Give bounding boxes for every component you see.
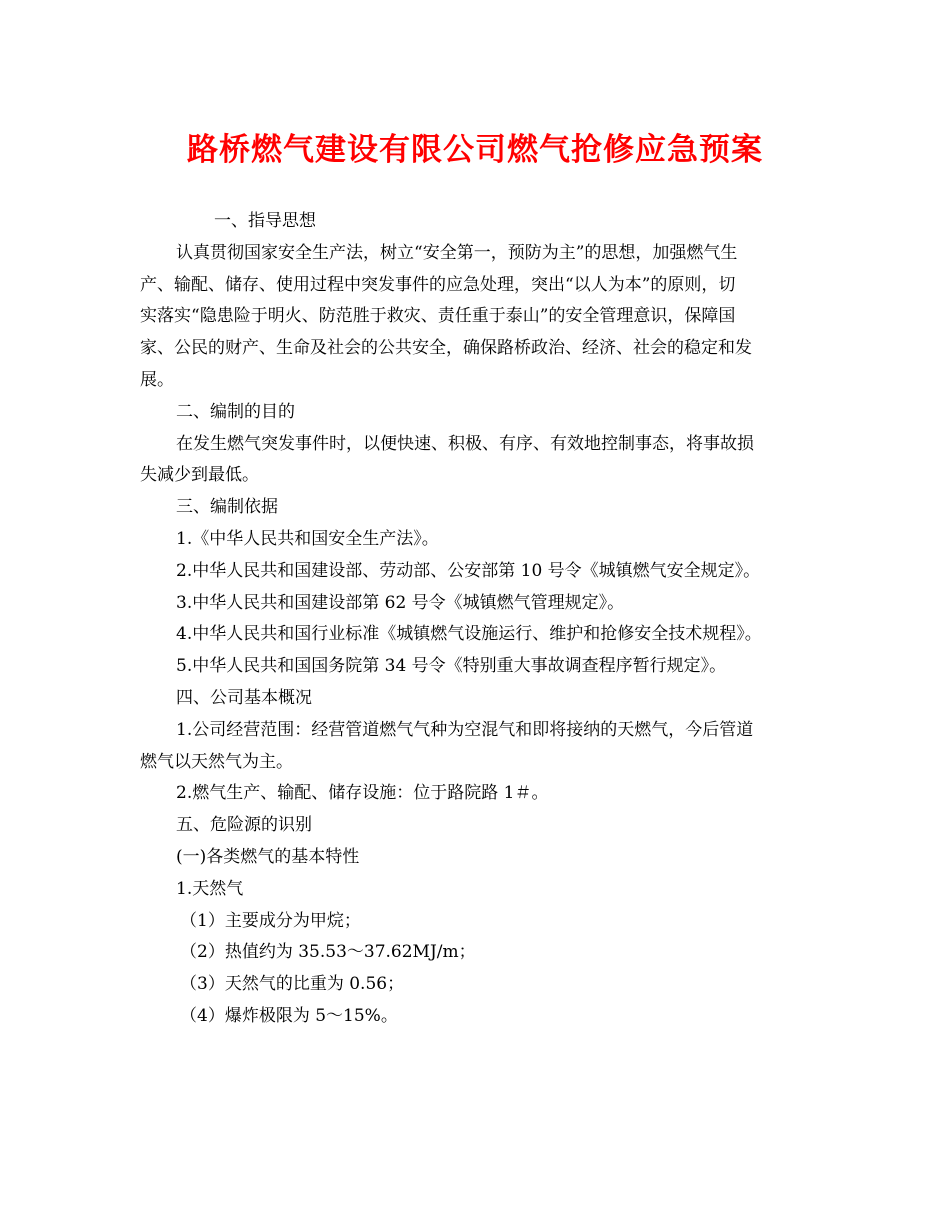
document-line: 一、指导思想 bbox=[214, 211, 316, 231]
document-line: (一)各类燃气的基本特性 bbox=[176, 846, 360, 867]
document-line: 4.中华人民共和国行业标准《城镇燃气设施运行、维护和抢修安全技术规程》。 bbox=[176, 624, 762, 645]
document-line: 实落实“隐患险于明火、防范胜于救灾、责任重于泰山”的安全管理意识，保障国 bbox=[140, 306, 736, 327]
document-line: 家、公民的财产、生命及社会的公共安全，确保路桥政治、经济、社会的稳定和发 bbox=[140, 338, 752, 359]
document-line: （1）主要成分为甲烷； bbox=[180, 910, 361, 931]
document-line: 2.中华人民共和国建设部、劳动部、公安部第 10 号令《城镇燃气安全规定》。 bbox=[176, 560, 761, 581]
document-line: 3.中华人民共和国建设部第 62 号令《城镇燃气管理规定》。 bbox=[176, 592, 625, 613]
document-line: 1.《中华人民共和国安全生产法》。 bbox=[176, 528, 439, 549]
document-line: 2.燃气生产、输配、储存设施：位于路院路 1＃。 bbox=[176, 783, 549, 804]
document-line: 展。 bbox=[140, 369, 174, 390]
document-line: （2）热值约为 35.53～37.62MJ/m； bbox=[180, 942, 476, 963]
document-line: 认真贯彻国家安全生产法，树立“安全第一，预防为主”的思想，加强燃气生 bbox=[176, 242, 738, 263]
document-line: 1.公司经营范围：经营管道燃气气种为空混气和即将接纳的天燃气，今后管道 bbox=[176, 719, 754, 740]
document-line: 失减少到最低。 bbox=[140, 465, 259, 486]
document-line: 二、编制的目的 bbox=[176, 401, 295, 422]
document-line: 五、危险源的识别 bbox=[176, 815, 312, 836]
document-line: 5.中华人民共和国国务院第 34 号令《特别重大事故调查程序暂行规定》。 bbox=[176, 656, 727, 677]
document-line: 在发生燃气突发事件时，以便快速、积极、有序、有效地控制事态，将事故损 bbox=[176, 433, 754, 454]
document-line: （3）天然气的比重为 0.56； bbox=[180, 974, 405, 995]
document-line: 燃气以天然气为主。 bbox=[140, 751, 293, 772]
document-line: 三、编制依据 bbox=[176, 497, 278, 518]
document-line: （4）爆炸极限为 5～15%。 bbox=[180, 1005, 398, 1026]
document-body bbox=[140, 206, 820, 1033]
document-line: 1.天然气 bbox=[176, 878, 244, 899]
document-line: 产、输配、储存、使用过程中突发事件的应急处理，突出“以人为本”的原则，切 bbox=[140, 274, 736, 295]
document-title: 路桥燃气建设有限公司燃气抢修应急预案 bbox=[187, 132, 763, 168]
document-line: 四、公司基本概况 bbox=[176, 687, 312, 708]
